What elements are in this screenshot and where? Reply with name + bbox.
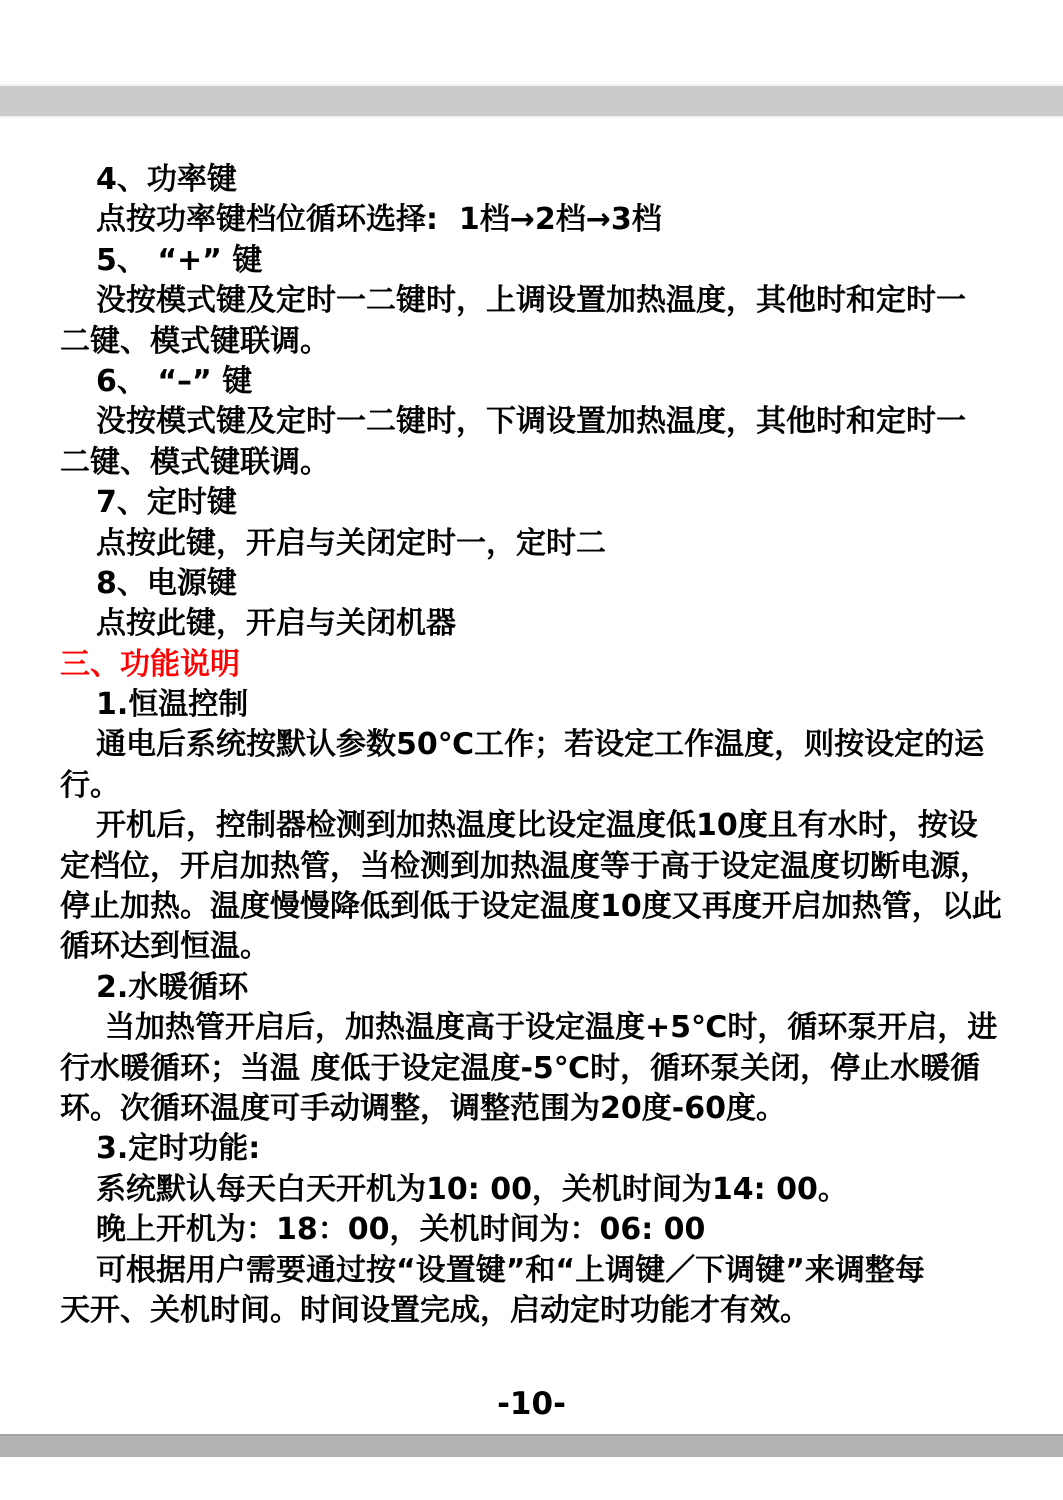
text-line: 点按此键，开启与关闭机器 bbox=[96, 606, 456, 642]
text-line: 行。 bbox=[60, 767, 120, 803]
text-line: 晚上开机为：18：00，关机时间为：06: 00 bbox=[96, 1212, 706, 1248]
text-line: 通电后系统按默认参数50℃工作；若设定工作温度，则按设定的运 bbox=[96, 727, 985, 763]
text-line: 环。次循环温度可手动调整，调整范围为20度-60度。 bbox=[60, 1090, 786, 1126]
manual-text-block bbox=[60, 160, 1020, 1331]
text-line: 二键、模式键联调。 bbox=[60, 323, 330, 359]
text-line: 循环达到恒温。 bbox=[60, 929, 270, 965]
section-heading: 三、功能说明 bbox=[60, 646, 240, 682]
text-line: 没按模式键及定时一二键时，下调设置加热温度，其他时和定时一 bbox=[96, 404, 966, 440]
text-line: 可根据用户需要通过按“设置键”和“上调键／下调键”来调整每 bbox=[96, 1252, 925, 1288]
text-line: 6、 “–” 键 bbox=[96, 363, 253, 399]
text-line: 点按功率键档位循环选择: 1档→2档→3档 bbox=[96, 202, 662, 238]
text-line: 点按此键，开启与关闭定时一，定时二 bbox=[96, 525, 606, 561]
text-line: 3.定时功能: bbox=[96, 1131, 261, 1167]
text-line: 系统默认每天白天开机为10: 00，关机时间为14: 00。 bbox=[96, 1171, 848, 1207]
page-number: -10- bbox=[497, 1386, 566, 1422]
text-line: 8、电源键 bbox=[96, 565, 237, 601]
text-line: 行水暖循环；当温 度低于设定温度-5℃时，循环泵关闭，停止水暖循 bbox=[60, 1050, 981, 1086]
text-line: 4、功率键 bbox=[96, 162, 237, 197]
text-line: 7、定时键 bbox=[96, 485, 237, 521]
text-line: 当加热管开启后，加热温度高于设定温度+5℃时，循环泵开启，进 bbox=[105, 1010, 998, 1046]
text-line: 没按模式键及定时一二键时，上调设置加热温度，其他时和定时一 bbox=[96, 283, 966, 319]
bottom-divider-bar bbox=[0, 1434, 1063, 1457]
text-line: 5、 “+” 键 bbox=[96, 242, 263, 278]
text-line: 1.恒温控制 bbox=[96, 687, 249, 723]
text-line: 天开、关机时间。时间设置完成，启动定时功能才有效。 bbox=[60, 1292, 810, 1328]
text-line: 定档位，开启加热管，当检测到加热温度等于高于设定温度切断电源， bbox=[60, 848, 990, 884]
text-line: 开机后，控制器检测到加热温度比设定温度低10度且有水时，按设 bbox=[96, 808, 978, 844]
text-line: 2.水暖循环 bbox=[96, 969, 249, 1005]
top-divider-bar bbox=[0, 84, 1063, 118]
text-line: 停止加热。温度慢慢降低到低于设定温度10度又再度开启加热管，以此 bbox=[60, 889, 1002, 925]
text-line: 二键、模式键联调。 bbox=[60, 444, 330, 480]
